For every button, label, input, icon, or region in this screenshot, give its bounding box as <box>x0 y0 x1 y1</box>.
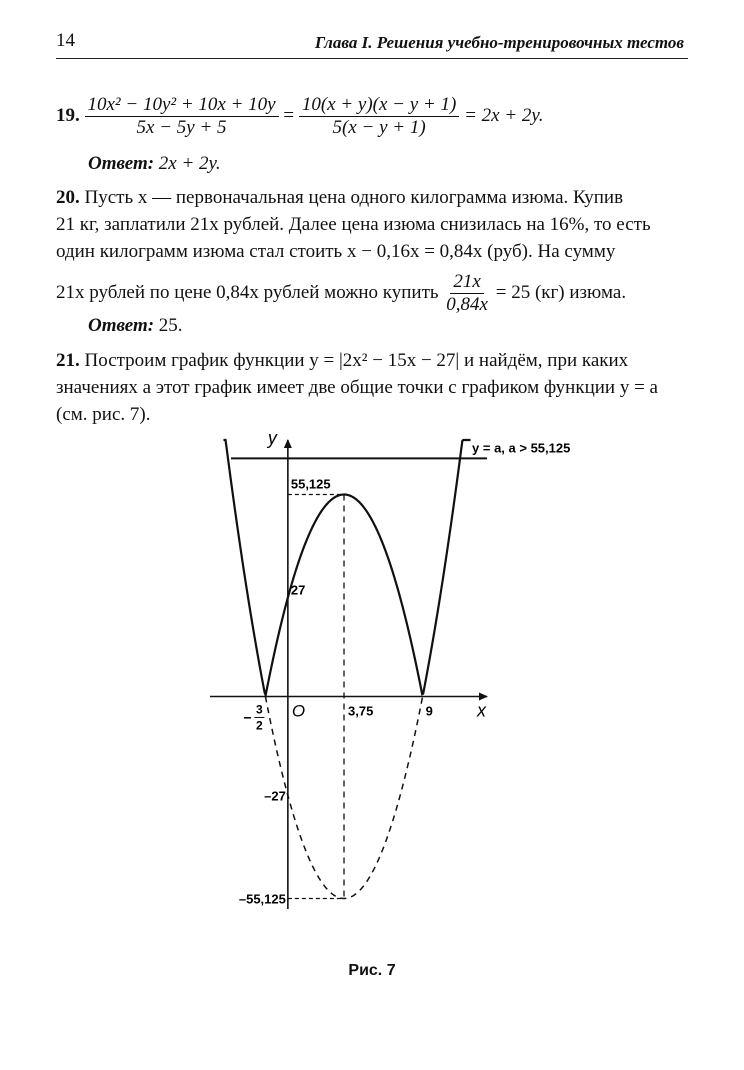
line-4-prefix: 21x рублей по цене 0,84x рублей можно купить <box>56 281 439 303</box>
fraction-2-numerator: 10(x + y)(x − y + 1) <box>299 94 460 117</box>
line-a-label: y = a, a > 55,125 <box>472 440 571 456</box>
x-axis-label: x <box>477 700 486 721</box>
fraction-1-numerator: 10x² − 10y² + 10x + 10y <box>85 94 279 117</box>
y-tick-label-max: 55,125 <box>290 476 331 492</box>
equals-sign: = <box>283 104 295 126</box>
x-tick-label-frac-denominator: 2 <box>256 718 263 733</box>
problem-21-line-2: значениях a этот график имеет две общие точки с графиком функции y = a <box>56 377 658 398</box>
line-4-suffix: = 25 (кг) изюма. <box>495 281 627 303</box>
problem-20-number: 20. <box>56 187 80 208</box>
problem-21-number: 21. <box>56 350 80 371</box>
y-tick-label-minus-27: –27 <box>264 788 286 804</box>
problem-21-line-3: (см. рис. 7). <box>56 404 151 425</box>
problem-19-number: 19. <box>56 104 80 126</box>
origin-label: O <box>291 701 306 721</box>
y-axis-label: y <box>267 428 277 448</box>
fraction-denominator: 0,84x <box>446 294 488 315</box>
fraction-2-denominator: 5(x − y + 1) <box>332 117 426 138</box>
x-tick-label-frac-numerator: 3 <box>256 702 263 717</box>
problem-19-result: = 2x + 2y. <box>464 104 544 126</box>
answer-label: Ответ: <box>88 315 155 336</box>
fraction-1-denominator: 5x − 5y + 5 <box>136 117 227 138</box>
text-line: Пусть x — первоначальная цена одного килограмма изюма. Купив <box>84 187 624 208</box>
fraction-numerator: 21x <box>450 271 483 294</box>
y-tick-label-27: 27 <box>290 582 306 598</box>
text-line: Построим график функции y = |2x² − 15x − 27| и найдём, при каких <box>84 350 629 371</box>
problem-20-line-3: один килограмм изюма стал стоить x − 0,16x = 0,84x (руб). На сумму <box>56 241 616 262</box>
y-tick-label-min: –55,125 <box>238 891 286 907</box>
x-tick-label-root: 9 <box>425 703 433 719</box>
x-tick-label-vertex: 3,75 <box>348 703 374 719</box>
answer-value: 2x + 2y. <box>158 153 221 174</box>
running-title: Глава I. Решения учебно-тренировочных тестов <box>314 33 684 52</box>
x-tick-label-neg-sign: − <box>243 709 252 726</box>
answer-value: 25. <box>158 315 183 336</box>
problem-20-line-2: 21 кг, заплатили 21x рублей. Далее цена изюма снизилась на 16%, то есть <box>56 214 651 235</box>
answer-label: Ответ: <box>88 153 155 174</box>
page-number: 14 <box>56 30 75 51</box>
figure-caption: Рис. 7 <box>348 962 396 979</box>
graph-abs-parabola <box>223 440 470 695</box>
